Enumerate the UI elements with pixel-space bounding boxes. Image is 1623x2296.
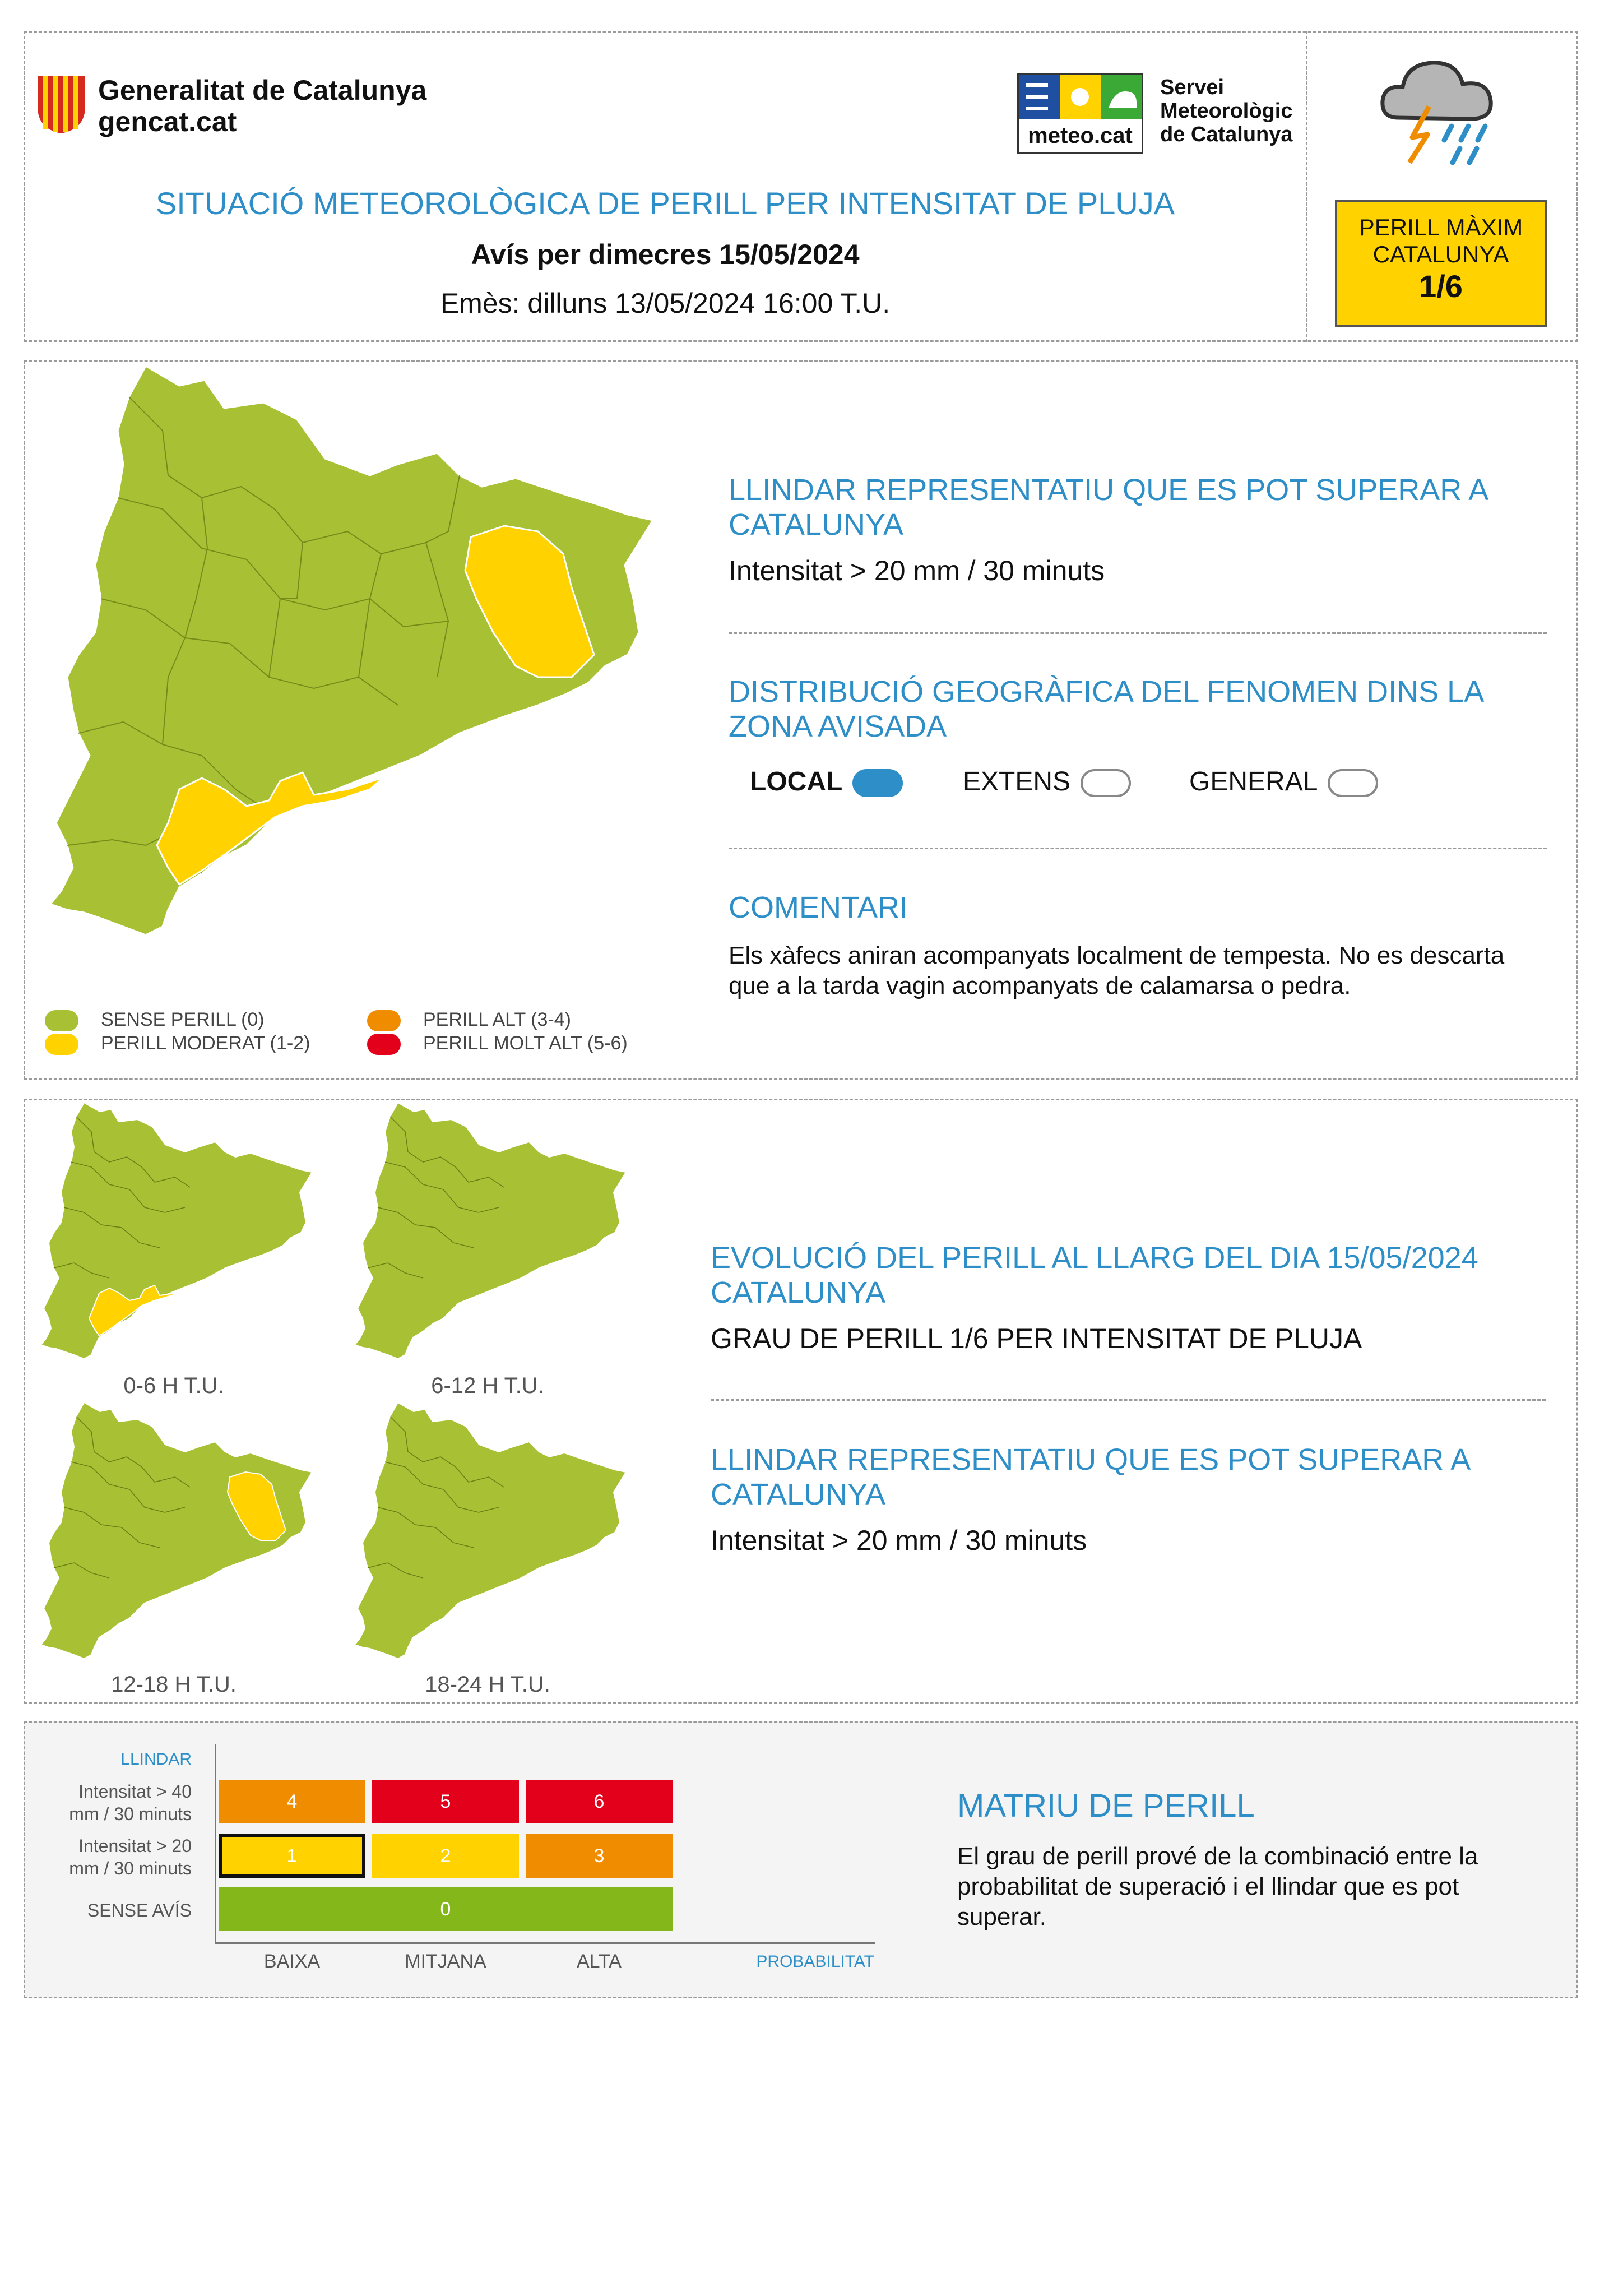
matriu-cell-6: 6 [526, 1780, 673, 1823]
emes-date: Emès: dilluns 13/05/2024 16:00 T.U. [440, 288, 891, 319]
option-extens-label: EXTENS [963, 767, 1071, 797]
matriu-cell-5: 5 [372, 1780, 519, 1823]
storm-rain-icon [1376, 45, 1505, 168]
gencat-url: gencat.cat [98, 106, 237, 137]
gencat-logo [35, 73, 88, 135]
matriu-cell-2: 2 [372, 1834, 519, 1878]
evolucio-title: EVOLUCIÓ DEL PERILL AL LLARG DEL DIA 15/05/2024 CATALUNYA [711, 1241, 1478, 1309]
llindar-title: LLINDAR REPRESENTATIU QUE ES POT SUPERAR A CATALUNYA [729, 473, 1487, 541]
option-general[interactable] [1189, 766, 1378, 797]
separator [729, 632, 1547, 634]
separator [711, 1399, 1546, 1401]
evolution-map-label: 0-6 H T.U. [123, 1373, 224, 1398]
legend-label: PERILL MODERAT (1-2) [101, 1033, 310, 1054]
option-local-label: LOCAL [750, 767, 843, 797]
llindar-section [729, 473, 1547, 587]
avis-date: Avís per dimecres 15/05/2024 [471, 239, 860, 270]
matriu-cell-3: 3 [526, 1834, 673, 1878]
option-general-label: GENERAL [1189, 767, 1318, 797]
matriu-llindar-label: LLINDAR [120, 1750, 192, 1769]
matriu-info-section [957, 1787, 1518, 1932]
comentari-section [729, 890, 1547, 1001]
max-danger-box [1335, 200, 1547, 327]
matriu-row-label-20: Intensitat > 20 mm / 30 minuts [69, 1836, 192, 1878]
smc-name-line2: Meteorològic [1160, 99, 1293, 123]
max-danger-value: 1/6 [1419, 269, 1463, 304]
evolucio-section [711, 1240, 1546, 1355]
evolution-map-6-12 [347, 1101, 628, 1393]
separator [729, 848, 1547, 849]
meteocat-logo-text: meteo.cat [1028, 123, 1133, 148]
matriu-col-label-baixa: BAIXA [263, 1951, 321, 1972]
legend-dot-red [367, 1034, 401, 1055]
meteocat-logo [1017, 73, 1143, 154]
evolution-map-label: 18-24 H T.U. [425, 1672, 550, 1697]
legend-item-3 [367, 1033, 628, 1055]
distribucio-section [729, 674, 1547, 806]
comentari-text: Els xàfecs aniran acompanyats localment de tempesta. No es descarta que a la tarda vagin acompanyats de calamarsa o pedra. [729, 942, 1505, 999]
gencat-emblem-icon [35, 73, 88, 135]
legend-label: PERILL ALT (3-4) [423, 1009, 571, 1030]
smc-name [1160, 76, 1293, 146]
legend-item-2 [367, 1009, 571, 1031]
evolution-map-label: 12-18 H T.U. [111, 1672, 237, 1697]
matriu-prob-label: PROBABILITAT [756, 1952, 874, 1971]
gencat-name: Generalitat de Catalunya [98, 75, 427, 106]
distribucio-title: DISTRIBUCIÓ GEOGRÀFICA DEL FENOMEN DINS LA ZONA AVISADA [729, 675, 1483, 743]
evolucio-llindar-title: LLINDAR REPRESENTATIU QUE ES POT SUPERAR A CATALUNYA [711, 1443, 1469, 1511]
matriu-col-label-mitjana: MITJANA [405, 1951, 486, 1972]
legend-item-0 [45, 1009, 265, 1031]
matriu-text: El grau de perill prové de la combinació entre la probabilitat de superació i el llindar que es pot superar. [957, 1843, 1478, 1931]
max-danger-label-1: PERILL MÀXIM [1358, 214, 1523, 240]
matriu-title: MATRIU DE PERILL [957, 1788, 1255, 1824]
evolution-map-0-6 [34, 1101, 314, 1393]
general-toggle[interactable] [1328, 769, 1378, 797]
evolucio-grau: GRAU DE PERILL 1/6 PER INTENSITAT DE PLUJA [711, 1323, 1362, 1354]
evolution-map-18-24 [347, 1401, 628, 1693]
legend-dot-orange [367, 1010, 401, 1031]
legend-label: SENSE PERILL (0) [101, 1009, 265, 1030]
meteocat-emblem-icon [1019, 75, 1142, 119]
legend-label: PERILL MOLT ALT (5-6) [423, 1033, 628, 1054]
smc-name-line1: Servei [1160, 76, 1225, 99]
matriu-cell-4: 4 [219, 1780, 365, 1823]
matriu-col-label-alta: ALTA [577, 1951, 622, 1972]
matriu-cell-0: 0 [219, 1887, 673, 1931]
legend-dot-yellow [45, 1034, 78, 1055]
legend-dot-green [45, 1010, 78, 1031]
evolucio-llindar-value: Intensitat > 20 mm / 30 minuts [711, 1525, 1087, 1556]
legend-item-1 [45, 1033, 310, 1055]
evolucio-llindar-section [711, 1442, 1546, 1557]
max-danger-label-2: CATALUNYA [1372, 241, 1509, 267]
catalonia-main-map [34, 363, 661, 985]
smc-name-line3: de Catalunya [1160, 123, 1293, 146]
matriu-y-axis [215, 1744, 216, 1943]
evolution-map-label: 6-12 H T.U. [431, 1373, 544, 1398]
map-legend [45, 1009, 661, 1065]
matriu-cell-1: 1 [219, 1834, 365, 1878]
matriu-x-axis [215, 1942, 875, 1944]
llindar-value: Intensitat > 20 mm / 30 minuts [729, 555, 1105, 586]
evolution-map-12-18 [34, 1401, 314, 1693]
option-local[interactable] [750, 766, 903, 797]
page-title: SITUACIÓ METEOROLÒGICA DE PERILL PER INTENSITAT DE PLUJA [155, 186, 1175, 221]
local-toggle[interactable] [852, 769, 903, 797]
extens-toggle[interactable] [1081, 769, 1131, 797]
matriu-row-label-40: Intensitat > 40 mm / 30 minuts [69, 1781, 192, 1824]
option-extens[interactable] [963, 766, 1131, 797]
matriu-row-label-sense: SENSE AVÍS [87, 1900, 192, 1920]
comentari-title: COMENTARI [729, 891, 908, 924]
distribucio-options [729, 766, 1547, 806]
